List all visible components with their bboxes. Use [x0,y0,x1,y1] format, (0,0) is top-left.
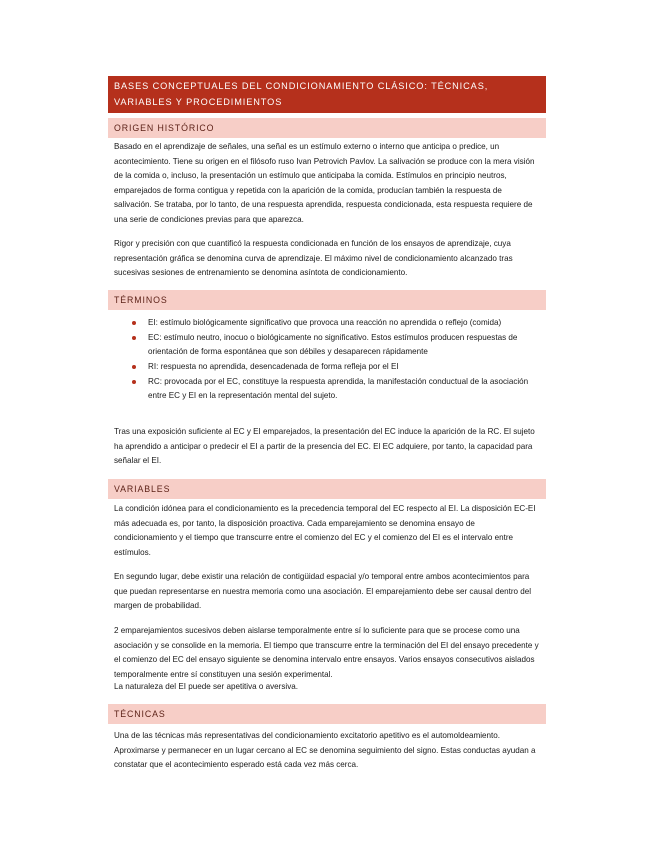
list-item-text: RI: respuesta no aprendida, desencadenada de forma refleja por el EI [148,361,399,371]
bullet-icon [132,365,136,369]
bullet-icon [132,321,136,325]
list-item-rc [114,375,540,403]
paragraph-variables-1: La condición idónea para el condicionamiento es la precedencia temporal del EC respecto al EI. La disposición EC-EI más adecuada es, por tanto, la disposición proactiva. Cada emparejamiento se denomina ensayo de condicionamiento y el tiempo que transcurre entre el comienzo del EC y el comienzo del EI es el intervalo entre estímulos. [114,504,536,557]
section-heading-variables: VARIABLES [108,479,546,499]
paragraph-origen-1: Basado en el aprendizaje de señales, una señal es un estímulo externo o interno que anticipa o predice, un acontecimiento. Tiene su origen en el filósofo ruso Ivan Petrovich Pavlov. La salivación se produce con la mera visión de la comida o, incluso, la presentación un estímulo que anticipaba la comida. Estímulos en principio neutros, emparejados de forma contigua y repetida con la aparición de la comida, producían también la respuesta de salivación. Se trataba, por lo tanto, de una respuesta aprendida, respuesta condicionada, esta respuesta requiere de una serie de condiciones previas para que aparezca. [114,142,535,224]
bullet-icon [132,336,136,340]
list-item-ei [114,316,540,330]
section-heading-terminos: TÉRMINOS [108,290,546,310]
list-item-ec [114,331,540,359]
list-item-text: RC: provocada por el EC, constituye la respuesta aprendida, la manifestación conductual de la asociación entre EC y EI en la representación mental del sujeto. [148,376,529,400]
paragraph-origen-2: Rigor y precisión con que cuantificó la respuesta condicionada en función de los ensayos de aprendizaje, cuya representación gráfica se denomina curva de aprendizaje. El máximo nivel de condicionamiento alcanzado tras sucesivas sesiones de entrenamiento se denomina asíntota de condicionamiento. [114,239,513,278]
bullet-icon [132,380,136,384]
paragraph-tecnicas-1: Una de las técnicas más representativas del condicionamiento excitatorio apetitivo es el automoldeamiento. Aproximarse y permanecer en un lugar cercano al EC se denomina seguimiento del signo. Estas conductas ayudan a constatar que el acontecimiento esperado está cada vez más cerca. [114,731,536,770]
list-item-text: EI: estímulo biológicamente significativo que provoca una reacción no aprendida o reflejo (comida) [148,318,502,327]
paragraph-variables-4: La naturaleza del EI puede ser apetitiva o aversiva. [114,682,299,691]
paragraph-variables-3: 2 emparejamientos sucesivos deben aislarse temporalmente entre sí lo suficiente para que se procese como una asociación y se consolide en la memoria. El tiempo que transcurre entre la terminación del EI del ensayo precedente y el comienzo del EC del ensayo siguiente se denomina intervalo entre ensayos. Varios ensayos consecutivos aislados temporalmente entre sí constituyen una sesión experimental. [114,626,539,679]
list-item-ri [114,360,540,374]
list-item-text: EC: estímulo neutro, inocuo o biológicamente no significativo. Estos estímulos producen respuestas de orientación de forma espontánea que son débiles y desaparecen rápidamente [148,332,518,356]
document-title: BASES CONCEPTUALES DEL CONDICIONAMIENTO CLÁSICO: TÉCNICAS, VARIABLES Y PROCEDIMIENTOS [108,76,546,113]
terms-list [114,316,540,404]
paragraph-terminos-1: Tras una exposición suficiente al EC y EI emparejados, la presentación del EC induce la aparición de la RC. El sujeto ha aprendido a anticipar o predecir el EI a partir de la presencia del EC. El EC adquiere, por tanto, la capacidad para señalar el EI. [114,427,535,466]
section-heading-tecnicas: TÉCNICAS [108,704,546,724]
paragraph-variables-2: En segundo lugar, debe existir una relación de contigüidad espacial y/o temporal entre ambos acontecimientos para que puedan representarse en nuestra memoria como una asociación. El emparejamiento debe ser causal dentro del margen de probabilidad. [114,572,532,611]
section-heading-origen: ORIGEN HISTÓRICO [108,118,546,138]
